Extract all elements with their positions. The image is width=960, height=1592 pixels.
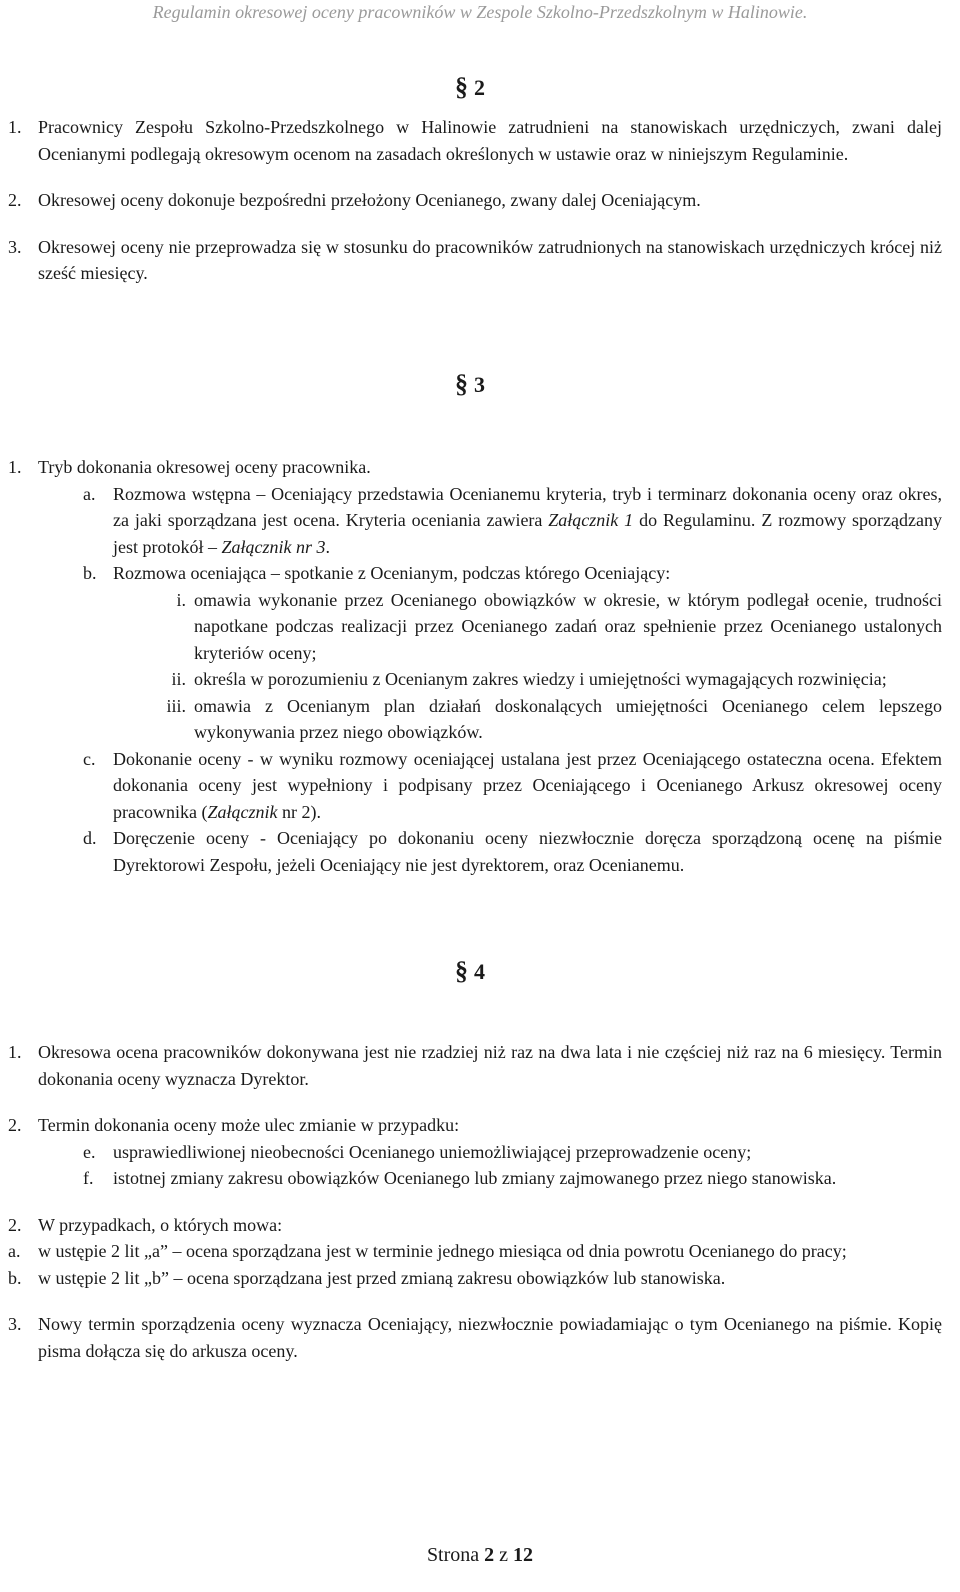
section-number: 3 — [474, 372, 485, 397]
list-item: b. Rozmowa oceniająca – spotkanie z Ocenianym, podczas którego Oceniający: — [83, 563, 671, 583]
list-item: 2. W przypadkach, o których mowa: — [8, 1214, 283, 1235]
section-number: 4 — [474, 959, 485, 984]
section-heading-3 — [455, 369, 485, 399]
section-number: 2 — [474, 75, 485, 100]
list-item: e. usprawiedliwionej nieobecności Ocenianego uniemożliwiającej przeprowadzenie oceny; — [83, 1141, 752, 1162]
section-heading-2 — [455, 72, 485, 102]
list-item: ii. określa w porozumieniu z Ocenianym zakres wiedzy i umiejętności wymagających rozwinięcia; — [171, 669, 887, 689]
section-2-body — [8, 114, 942, 287]
list-item: iii. omawia z Ocenianym plan działań doskonalących umiejętności Ocenianego celem lepszego wykonywania przez niego obowiązków. — [166, 695, 942, 742]
list-item: a. Rozmowa wstępna – Oceniający przedstawia Ocenianemu kryteria, tryb i terminarz dokonania oceny oraz okres, za jaki sporządzana jest ocena. Kryteria oceniania zawiera Załącznik 1 do Regulaminu. Z rozmowy sporządzany jest protokół – Załącznik nr 3. — [83, 483, 943, 557]
list-item: b. w ustępie 2 lit „b” – ocena sporządzana jest przed zmianą zakresu obowiązków lub stanowiska. — [8, 1267, 726, 1288]
list-item: 3. Okresowej oceny nie przeprowadza się w stosunku do pracowników zatrudnionych na stanowiskach urzędniczych krócej niż sześć miesięcy. — [8, 236, 942, 283]
list-item: 1. Pracownicy Zespołu Szkolno-Przedszkolnego w Halinowie zatrudnieni na stanowiskach urzędniczych, zwani dalej Ocenianymi podlegają okresowym ocenom na zasadach określonych w ustawie oraz w niniejszym Regulaminie. — [8, 117, 942, 164]
list-item: 2. Termin dokonania oceny może ulec zmianie w przypadku: — [8, 1115, 460, 1135]
list-item: 2. Okresowej oceny dokonuje bezpośredni przełożony Ocenianego, zwany dalej Oceniającym. — [8, 190, 701, 210]
section-symbol: § — [455, 72, 468, 101]
list-item: c. Dokonanie oceny - w wyniku rozmowy oceniającej ustalana jest przez Oceniającego ostateczna ocena. Efektem dokonania oceny jest wypełniony i podpisany przez Oceniającego i Ocenianego Arkusz okresowej oceny pracownika (Załącznik nr 2). — [83, 748, 942, 822]
running-header: Regulamin okresowej oceny pracowników w Zespole Szkolno-Przedszkolnym w Halinowie. — [152, 2, 808, 22]
total-pages: 12 — [513, 1544, 534, 1566]
list-item: 3. Nowy termin sporządzenia oceny wyznacza Oceniający, niezwłocznie powiadamiając o tym Ocenianego na piśmie. Kopię pisma dołącza się do arkusza oceny. — [8, 1314, 942, 1361]
section-symbol: § — [455, 369, 468, 398]
current-page: 2 — [484, 1544, 495, 1566]
section-3-body — [8, 454, 942, 878]
list-item: d. Doręczenie oceny - Oceniający po dokonaniu oceny niezwłocznie doręcza sporządzoną ocenę na piśmie Dyrektorowi Zespołu, jeżeli Oceniający nie jest dyrektorem, oraz Ocenianemu. — [83, 828, 942, 875]
list-item: 1. Tryb dokonania okresowej oceny pracownika. — [8, 457, 371, 477]
list-item: f. istotnej zmiany zakresu obowiązków Ocenianego lub zmiany zajmowanego przez niego stanowiska. — [83, 1168, 837, 1188]
list-item: a. w ustępie 2 lit „a” – ocena sporządzana jest w terminie jednego miesiąca od dnia powrotu Ocenianego do pracy; — [8, 1241, 847, 1261]
section-4-body — [8, 1039, 942, 1364]
section-heading-4 — [455, 956, 485, 986]
section-symbol: § — [455, 956, 468, 985]
list-item: 1. Okresowa ocena pracowników dokonywana jest nie rzadziej niż raz na dwa lata i nie częściej niż raz na 6 miesięcy. Termin dokonania oceny wyznacza Dyrektor. — [8, 1042, 942, 1089]
page-footer: Strona 2 z 12 — [426, 1544, 534, 1566]
list-item: i. omawia wykonanie przez Ocenianego obowiązków w okresie, w którym podlegał ocenie, trudności napotkane podczas realizacji przez Ocenianego zadań oraz spełnienie przez Ocenianego ustalonych kryteriów oceny; — [176, 589, 942, 663]
